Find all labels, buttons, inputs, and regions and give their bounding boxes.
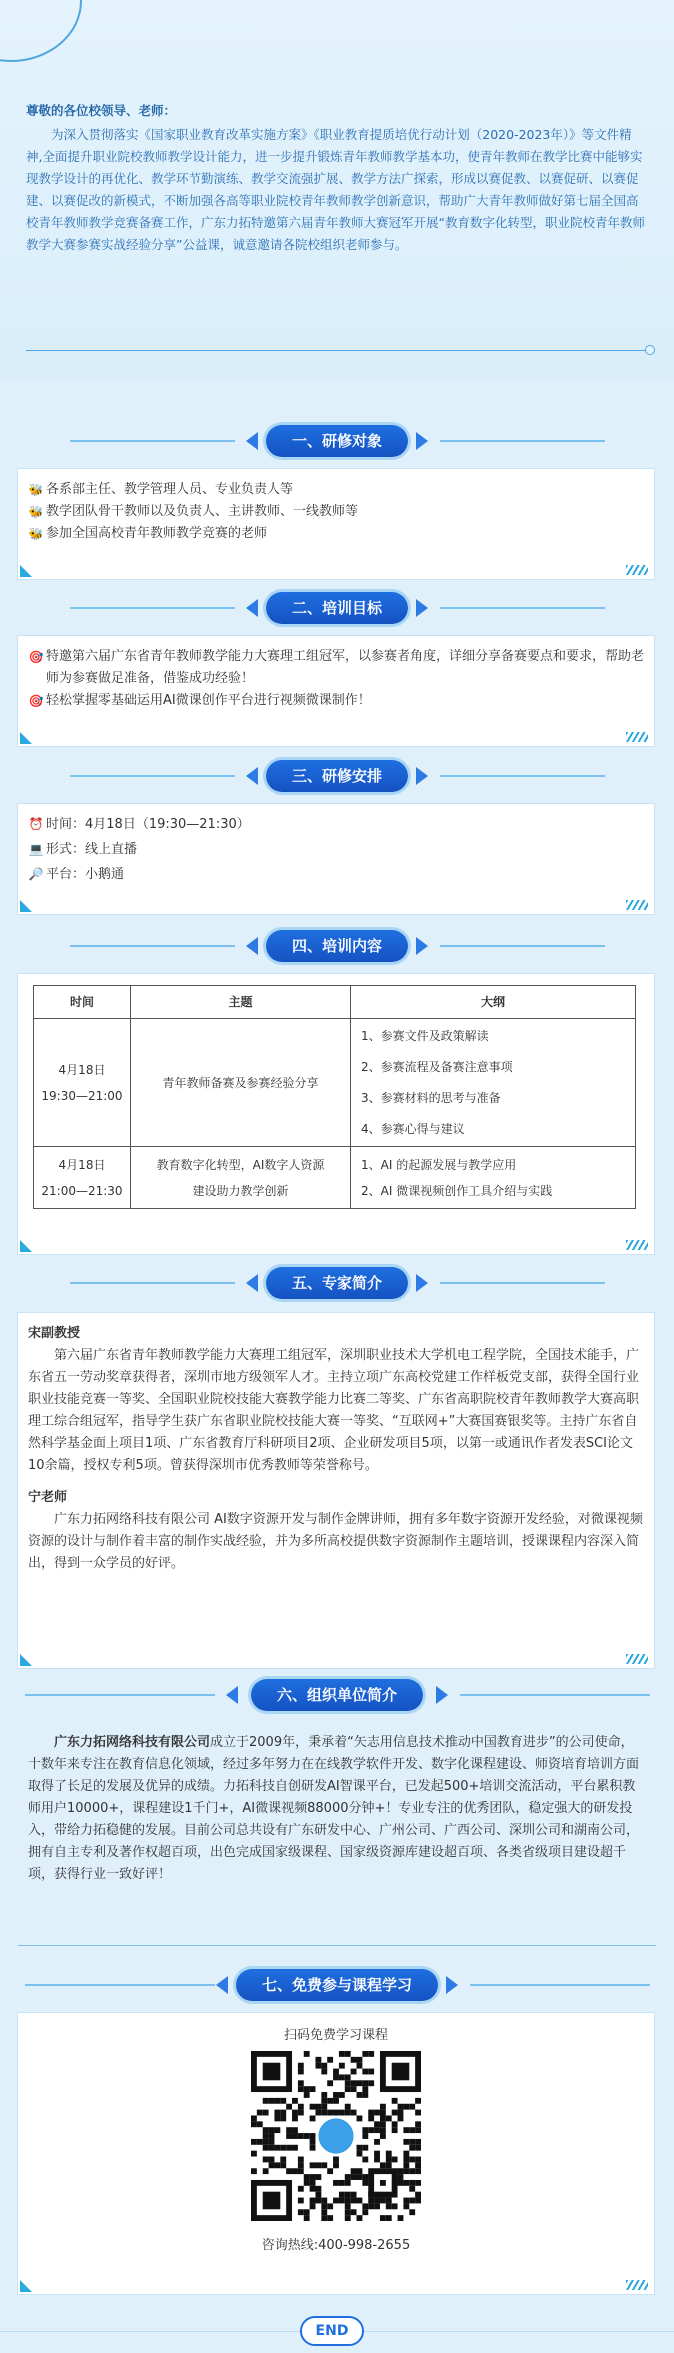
target-icon: 🎯 [28,650,44,664]
topic-cell [131,1019,351,1147]
date-text: 4月18日 [58,1062,106,1077]
list-item-text: 形式：线上直播 [46,842,138,857]
arrow-left-icon [246,1274,258,1292]
section-title-4 [0,928,674,964]
goals-list [28,646,644,712]
time-text: 21:00—21:30 [41,1183,123,1198]
schedule-list [28,812,644,887]
expert-bio: 第六届广东省青年教师教学能力大赛理工组冠军，深圳职业技术大学机电工程学院，全国技术能手，广东省五一劳动奖章获得者，深圳市地方级领军人才。主持立项广东高校党建工作样板党支部，获得全国行业职业技能竞赛一等奖、全国职业院校技能大赛教学能力比赛二等奖、广东省高职院校青年教师教学大赛高职理工综合组冠军，指导学生获广东省职业院校技能大赛一等奖、“互联网+”大赛国赛银奖等。主持广东省自然科学基金面上项目1项、广东省教育厅科研项目2项、企业研发项目5项，以第一或通讯作者发表SCI论文10余篇，授权专利5项。曾获得深圳市优秀教师等荣誉称号。 [28,1348,640,1473]
corner-decoration [20,2280,32,2292]
list-item [28,837,644,862]
date-text: 4月18日 [58,1157,106,1172]
arrow-left-icon [246,937,258,955]
section-box-4 [17,973,655,1255]
col-header-time: 时间 [34,986,131,1019]
end-badge: END [300,2316,364,2346]
list-item-text: 平台：小鹅通 [46,867,125,882]
outline-cell [351,1147,636,1209]
list-item [28,690,644,712]
expert-name: 宁老师 [28,1490,68,1505]
outline-item: 2、参赛流程及备赛注意事项 [361,1059,513,1074]
divider-dot [645,345,655,355]
outline-item: 1、参赛文件及政策解读 [361,1028,489,1043]
arrow-left-icon [246,767,258,785]
arrow-right-icon [416,767,428,785]
topic-text: 教育数字化转型，AI数字人资源 [156,1157,325,1172]
section-box-5 [17,1312,655,1669]
org-paragraph [28,1732,646,1886]
list-item-text: 轻松掌握零基础运用AI微课创作平台进行视频微课制作！ [46,693,371,708]
title-rule-right [440,945,605,947]
title-rule-right [460,1694,650,1696]
arrow-left-icon [246,432,258,450]
alarm-clock-icon: ⏰ [28,817,44,831]
title-rule-left [70,1282,235,1284]
qr-caption: 扫码免费学习课程 [283,2028,388,2043]
corner-stripes [626,1654,648,1664]
expert-bio: 广东力拓网络科技有限公司 AI数字资源开发与制作金牌讲师，拥有多年数字资源开发经验，对微课视频资源的设计与制作着丰富的制作实战经验，并为多所高校提供数字资源制作主题培训，授课课程内容深入简出，得到一众学员的好评。 [28,1512,643,1571]
topic-cell [131,1147,351,1209]
section-box-1 [17,468,655,580]
list-item [28,862,644,887]
bee-icon: 🐝 [28,527,44,541]
list-item-text: 各系部主任、教学管理人员、专业负责人等 [46,482,294,497]
title-rule-left [70,440,235,442]
section-title-6 [0,1677,674,1713]
target-icon: 🎯 [28,694,44,708]
arrow-right-icon [416,1274,428,1292]
outline-cell [351,1019,636,1147]
section-box-2 [17,635,655,747]
corner-decoration [20,1654,32,1666]
arrow-right-icon [416,432,428,450]
section-title-7 [0,1967,674,2003]
training-table [33,985,636,1209]
table-header-row [34,986,636,1019]
corner-decoration [20,732,32,744]
section-title-2 [0,590,674,626]
title-rule-left [70,607,235,609]
divider-line [18,1945,656,1946]
time-cell [34,1147,131,1209]
section-heading: 一、研修对象 [266,425,408,457]
title-rule-left [25,1984,215,1986]
intro-body: 为深入贯彻落实《国家职业教育改革实施方案》《职业教育提质培优行动计划（2020-2023年）》等文件精神,全面提升职业院校教师教学设计能力，进一步提升锻炼青年教师教学基本功，使青年教师在教学比赛中能够实现教学设计的再优化、教学环节勤演练、教学交流强扩展、教学方法广探索，形成以赛促教、以赛促研、以赛促建、以赛促改的新模式，不断加强各高等职业院校青年教师教学创新意识，帮助广大青年教师做好第七届全国高校青年教师教学竞赛备赛工作，广东力拓特邀第六届青年教师大赛冠军开展“教育数字化转型，职业院校青年教师教学大赛参赛实战经验分享”公益课，诚意邀请各院校组织老师参与。 [26,127,645,252]
arrow-right-icon [436,1686,448,1704]
section-heading: 六、组织单位简介 [251,1679,423,1711]
section-heading: 二、培训目标 [266,592,408,624]
arrow-left-icon [216,1976,228,1994]
laptop-icon: 💻 [28,842,44,856]
qr-code[interactable] [251,2051,421,2221]
hotline: 咨询热线:400-998-2655 [261,2238,411,2253]
audience-list [28,479,644,545]
greeting: 尊敬的各位校领导、老师： [26,103,177,118]
corner-stripes [626,565,648,575]
outline-item: 4、参赛心得与建议 [361,1121,465,1136]
corner-decoration [20,1240,32,1252]
corner-decoration [20,900,32,912]
company-description: 成立于2009年，秉承着“矢志用信息技术推动中国教育进步”的公司使命，十数年来专注在教育信息化领域，经过多年努力在在线教学软件开发、数字化课程建设、师资培育培训方面取得了长足的发展及优异的成绩。力拓科技自创研发AI智课平台，已发起500+培训交流活动，平台累积教师用户10000+，课程建设1千门+，AI微课视频88000分钟+！专业专注的优秀团队，稳定强大的研发投入，带给力拓稳健的发展。目前公司总共设有广东研发中心、广州公司、广西公司、深圳公司和湖南公司，拥有自主专利及著作权超百项，出色完成国家级课程、国家级资源库建设超百项、各类省级项目建设超千项，获得行业一致好评！ [28,1735,640,1882]
corner-stripes [626,1240,648,1250]
title-rule-left [70,945,235,947]
section-box-7 [17,2012,655,2295]
topic-text: 建设助力教学创新 [192,1183,289,1198]
arrow-right-icon [416,599,428,617]
col-header-topic: 主题 [131,986,351,1019]
list-item [28,646,644,690]
list-item-text: 特邀第六届广东省青年教师教学能力大赛理工组冠军，以参赛者角度，详细分享备赛要点和要求，帮助老师为参赛做足准备，借鉴成功经验！ [46,649,645,686]
corner-decoration [20,565,32,577]
time-text: 19:30—21:00 [41,1088,123,1103]
title-rule-right [440,607,605,609]
col-header-outline: 大纲 [351,986,636,1019]
section-heading: 四、培训内容 [266,930,408,962]
section-box-3 [17,803,655,915]
section-heading: 三、研修安排 [266,760,408,792]
list-item-text: 教学团队骨干教师以及负责人、主讲教师、一线教师等 [46,504,359,519]
title-rule-left [25,1694,215,1696]
magnifier-icon: 🔎 [28,867,44,881]
arrow-left-icon [226,1686,238,1704]
section-title-3 [0,758,674,794]
outline-item: 2、AI 微课视频创作工具介绍与实践 [361,1183,553,1198]
company-name: 广东力拓网络科技有限公司 [54,1735,211,1750]
title-rule-right [470,1984,650,1986]
title-rule-left [70,775,235,777]
list-item-text: 参加全国高校青年教师教学竞赛的老师 [46,526,268,541]
divider-line [26,350,648,351]
table-row [34,1147,636,1209]
section-heading: 七、免费参与课程学习 [236,1969,438,2001]
title-rule-right [440,775,605,777]
topic-text: 青年教师备赛及参赛经验分享 [162,1075,319,1090]
list-item [28,812,644,837]
corner-stripes [626,2280,648,2290]
table-row [34,1019,636,1147]
time-cell [34,1019,131,1147]
section-title-1 [0,423,674,459]
list-item [28,501,644,523]
corner-stripes [626,732,648,742]
list-item [28,479,644,501]
corner-stripes [626,900,648,910]
arrow-right-icon [446,1976,458,1994]
outline-item: 1、AI 的起源发展与教学应用 [361,1157,517,1172]
org-intro [18,1720,656,1950]
section-heading: 五、专家简介 [266,1267,408,1299]
title-rule-right [440,440,605,442]
arrow-left-icon [246,599,258,617]
section-title-5 [0,1265,674,1301]
title-rule-right [440,1282,605,1284]
list-item-text: 时间：4月18日（19:30—21:30） [46,817,250,832]
arrow-right-icon [416,937,428,955]
intro-letter [26,100,648,256]
bee-icon: 🐝 [28,483,44,497]
bee-icon: 🐝 [28,505,44,519]
expert-name: 宋副教授 [28,1326,81,1341]
outline-item: 3、参赛材料的思考与准备 [361,1090,501,1105]
list-item [28,523,644,545]
